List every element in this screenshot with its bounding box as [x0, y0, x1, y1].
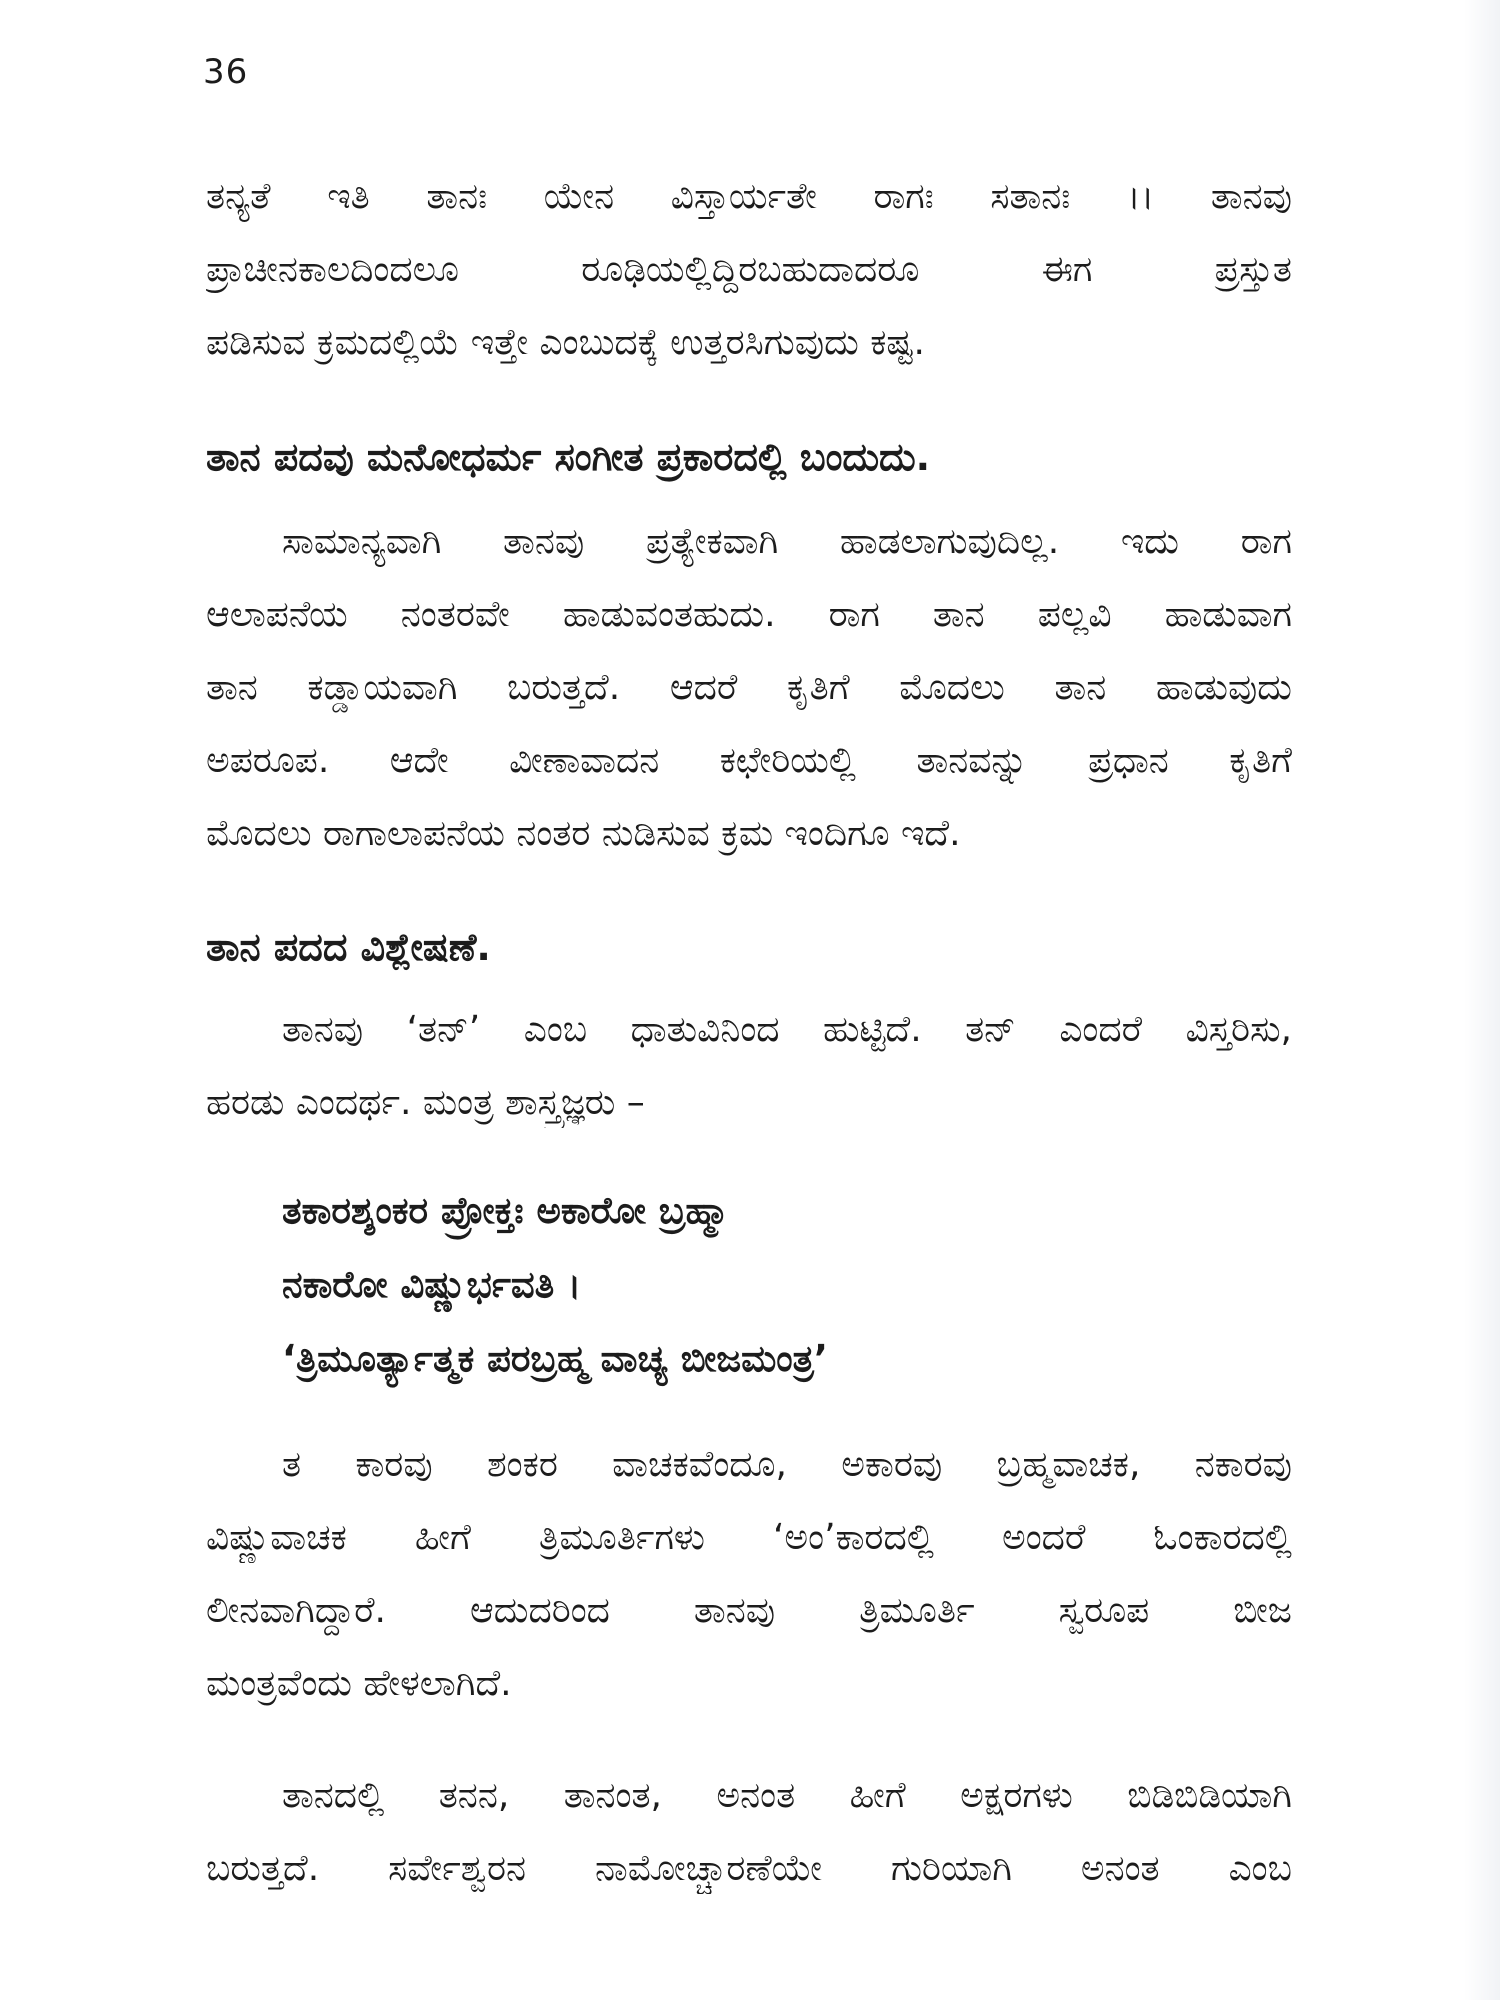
verse-line-1: ತಕಾರಶ್ಶಂಕರ ಪ್ರೋಕ್ತಃ ಅಕಾರೋ ಬ್ರಹ್ಮಾ	[282, 1189, 730, 1232]
verse-line-3: ‘ತ್ರಿಮೂರ್ತ್ಯಾತ್ಮಕ ಪರಬ್ರಹ್ಮ ವಾಚ್ಯ ಬೀಜಮಂತ್ರ’	[282, 1337, 828, 1380]
paragraph-4-line-3: ಲೀನವಾಗಿದ್ದಾರೆ. ಆದುದರಿಂದ ತಾನವು ತ್ರಿಮೂರ್ತಿ ಸ್ವರೂಪ ಬೀಜ	[206, 1590, 1292, 1631]
paragraph-2-line-4: ಅಪರೂಪ. ಆದೇ ವೀಣಾವಾದನ ಕಛೇರಿಯಲ್ಲಿ ತಾನವನ್ನು ಪ್ರಧಾನ ಕೃತಿಗೆ	[206, 740, 1292, 781]
section-heading-2: ತಾನ ಪದದ ವಿಶ್ಲೇಷಣೆ.	[206, 925, 491, 969]
paragraph-1-line-2: ಪ್ರಾಚೀನಕಾಲದಿಂದಲೂ ರೂಢಿಯಲ್ಲಿದ್ದಿರಬಹುದಾದರೂ ಈಗ ಪ್ರಸ್ತುತ	[206, 249, 1292, 290]
section-heading-1: ತಾನ ಪದವು ಮನೋಧರ್ಮ ಸಂಗೀತ ಪ್ರಕಾರದಲ್ಲಿ ಬಂದುದು.	[206, 435, 931, 479]
paragraph-3-line-2: ಹರಡು ಎಂದರ್ಥ. ಮಂತ್ರ ಶಾಸ್ತ್ರಜ್ಞರು –	[206, 1082, 645, 1123]
paragraph-3-line-1: ತಾನವು ‘ತನ್’ ಎಂಬ ಧಾತುವಿನಿಂದ ಹುಟ್ಟಿದೆ. ತನ್ ಎಂದರೆ ವಿಸ್ತರಿಸು,	[282, 1009, 1292, 1050]
paragraph-2-line-1: ಸಾಮಾನ್ಯವಾಗಿ ತಾನವು ಪ್ರತ್ಯೇಕವಾಗಿ ಹಾಡಲಾಗುವುದಿಲ್ಲ. ಇದು ರಾಗ	[282, 521, 1292, 562]
paragraph-5-line-2: ಬರುತ್ತದೆ. ಸರ್ವೇಶ್ವರನ ನಾಮೋಚ್ಚಾರಣೆಯೇ ಗುರಿಯಾಗಿ ಅನಂತ ಎಂಬ	[206, 1848, 1292, 1889]
paragraph-4-line-4: ಮಂತ್ರವೆಂದು ಹೇಳಲಾಗಿದೆ.	[206, 1663, 512, 1704]
paragraph-5-line-1: ತಾನದಲ್ಲಿ ತನನ, ತಾನಂತ, ಅನಂತ ಹೀಗೆ ಅಕ್ಷರಗಳು ಬಿಡಿಬಿಡಿಯಾಗಿ	[282, 1775, 1292, 1816]
paragraph-1-line-3: ಪಡಿಸುವ ಕ್ರಮದಲ್ಲಿಯೆ ಇತ್ತೇ ಎಂಬುದಕ್ಕೆ ಉತ್ತರಸಿಗುವುದು ಕಷ್ಟ.	[206, 322, 925, 363]
paragraph-4-line-2: ವಿಷ್ಣುವಾಚಕ ಹೀಗೆ ತ್ರಿಮೂರ್ತಿಗಳು ‘ಅಂ’ಕಾರದಲ್ಲಿ ಅಂದರೆ ಓಂಕಾರದಲ್ಲಿ	[206, 1517, 1292, 1558]
page-number: 36	[203, 52, 249, 92]
paragraph-2-line-2: ಆಲಾಪನೆಯ ನಂತರವೇ ಹಾಡುವಂತಹುದು. ರಾಗ ತಾನ ಪಲ್ಲವಿ ಹಾಡುವಾಗ	[206, 594, 1292, 635]
paragraph-2-line-3: ತಾನ ಕಡ್ಡಾಯವಾಗಿ ಬರುತ್ತದೆ. ಆದರೆ ಕೃತಿಗೆ ಮೊದಲು ತಾನ ಹಾಡುವುದು	[206, 667, 1292, 708]
paragraph-2-line-5: ಮೊದಲು ರಾಗಾಲಾಪನೆಯ ನಂತರ ನುಡಿಸುವ ಕ್ರಮ ಇಂದಿಗೂ ಇದೆ.	[206, 813, 961, 854]
verse-line-2: ನಕಾರೋ ವಿಷ್ಣುರ್ಭವತಿ ।	[282, 1263, 582, 1306]
paragraph-4-line-1: ತ ಕಾರವು ಶಂಕರ ವಾಚಕವೆಂದೂ, ಅಕಾರವು ಬ್ರಹ್ಮವಾಚಕ, ನಕಾರವು	[282, 1444, 1292, 1485]
page-edge-shadow	[1464, 0, 1500, 2000]
paragraph-1-line-1: ತನ್ಯತೆ ಇತಿ ತಾನಃ ಯೇನ ವಿಸ್ತಾರ್ಯತೇ ರಾಗಃ ಸತಾನಃ ।। ತಾನವು	[206, 176, 1292, 217]
